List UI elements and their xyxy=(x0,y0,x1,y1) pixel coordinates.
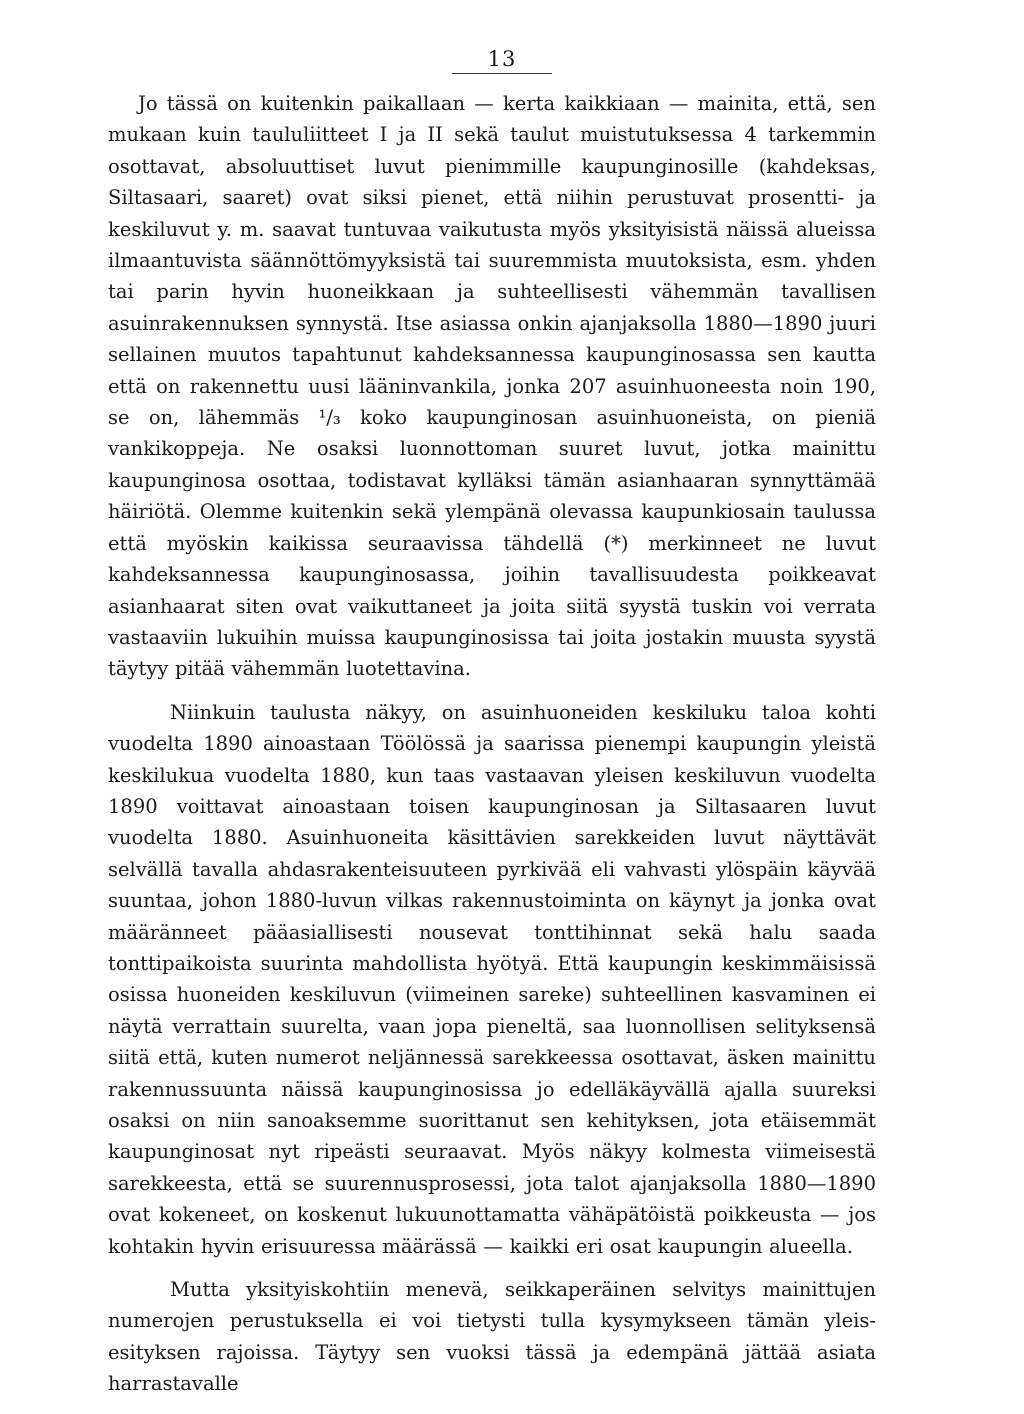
paragraph-2: Niinkuin taulusta näkyy, on asuinhuoneiden keskiluku taloa kohti vuodelta 1890 ainoastaan Töölössä ja saarissa pienempi kaupungin yleistä keskilukua vuodelta 1880, kun taas vastaavan yleisen keskiluvun vuodelta 1890 voittavat ainoastaan toisen kaupunginosan ja Siltasaaren luvut vuodelta 1880. Asuinhuoneita käsittävien sarekkeiden luvut näyttävät selvällä tavalla ahdasrakenteisuuteen pyrkivää eli vahvasti ylöspäin käyvää suuntaa, johon 1880-luvun vilkas rakennustoiminta on käynyt ja jonka ovat määränneet pääasiallisesti nousevat tonttihinnat sekä halu saada tonttipaikoista suurinta mahdollista hyötyä. Että kaupungin keskimmäisissä osissa huoneiden keskiluvun (viimeinen sareke) suhteellinen kasvaminen ei näytä verrattain suurelta, vaan jopa pieneltä, saa luonnollisen selityksensä siitä että, kuten numerot neljännessä sarekkeessa osottavat, äsken mainittu rakennussuunta näissä kaupunginosissa jo edelläkäyvällä ajalla suureksi osaksi on niin sanoaksemme suorittanut sen kehityksen, jota etäisemmät kaupunginosat nyt ripeästi seuraavat. Myös näkyy kolmesta viimeisestä sarekkeesta, että se suurennusprosessi, jota talot ajanjaksolla 1880—1890 ovat kokeneet, on koskenut lukuunottamatta vähäpätöistä poikkeusta — jos kohtakin hyvin erisuuressa määrässä — kaikki eri osat kaupungin alueella. xyxy=(108,700,876,1258)
paragraph-3: Mutta yksityiskohtiin menevä, seikkaperäinen selvitys mainittujen numerojen perustuksella ei voi tietysti tulla kysymykseen tämän yleis-esityksen rajoissa. Täytyy sen vuoksi tässä ja edempänä jättää asiata harrastavalle xyxy=(108,1278,876,1396)
page-number-rule xyxy=(452,73,552,74)
page-number: 13 xyxy=(487,47,517,71)
body-text xyxy=(108,88,876,1400)
paragraph-1: Jo tässä on kuitenkin paikallaan — kerta kaikkiaan — mainita, että, sen mukaan kuin taululiitteet I ja II sekä taulut muistutuksessa 4 tarkemmin osottavat, absoluuttiset luvut pienimmille kaupunginosille (kahdeksas, Siltasaari, saaret) ovat siksi pienet, että niihin perustuvat prosentti- ja keskiluvut y. m. saavat tuntuvaa vaikutusta myös yksityisistä näissä alueissa ilmaantuvista säännöttömyyksistä tai suuremmista muutoksista, esm. yhden tai parin hyvin huoneikkaan ja suhteellisesti vähemmän tavallisen asuinrakennuksen synnystä. Itse asiassa onkin ajanjaksolla 1880—1890 juuri sellainen muutos tapahtunut kahdeksannessa kaupunginosassa sen kautta että on rakennettu uusi lääninvankila, jonka 207 asuinhuoneesta noin 190, se on, lähemmäs ¹/₃ koko kaupunginosan asuinhuoneista, on pieniä vankikoppeja. Ne osaksi luonnottoman suuret luvut, jotka mainittu kaupunginosa osottaa, todistavat kylläksi tämän asianhaaran synnyttämää häiriötä. Olemme kuitenkin sekä ylempänä olevassa kaupunkiosain taulussa että myöskin kaikissa seuraavissa tähdellä (*) merkinneet ne luvut kahdeksannessa kaupunginosassa, joihin tavallisuudesta poikkeavat asianhaarat siten ovat vaikuttaneet ja joita siitä syystä tuskin voi verrata vastaaviin lukuihin muissa kaupunginosissa tai joita jostakin muusta syystä täytyy pitää vähemmän luotettavina. xyxy=(108,92,876,681)
